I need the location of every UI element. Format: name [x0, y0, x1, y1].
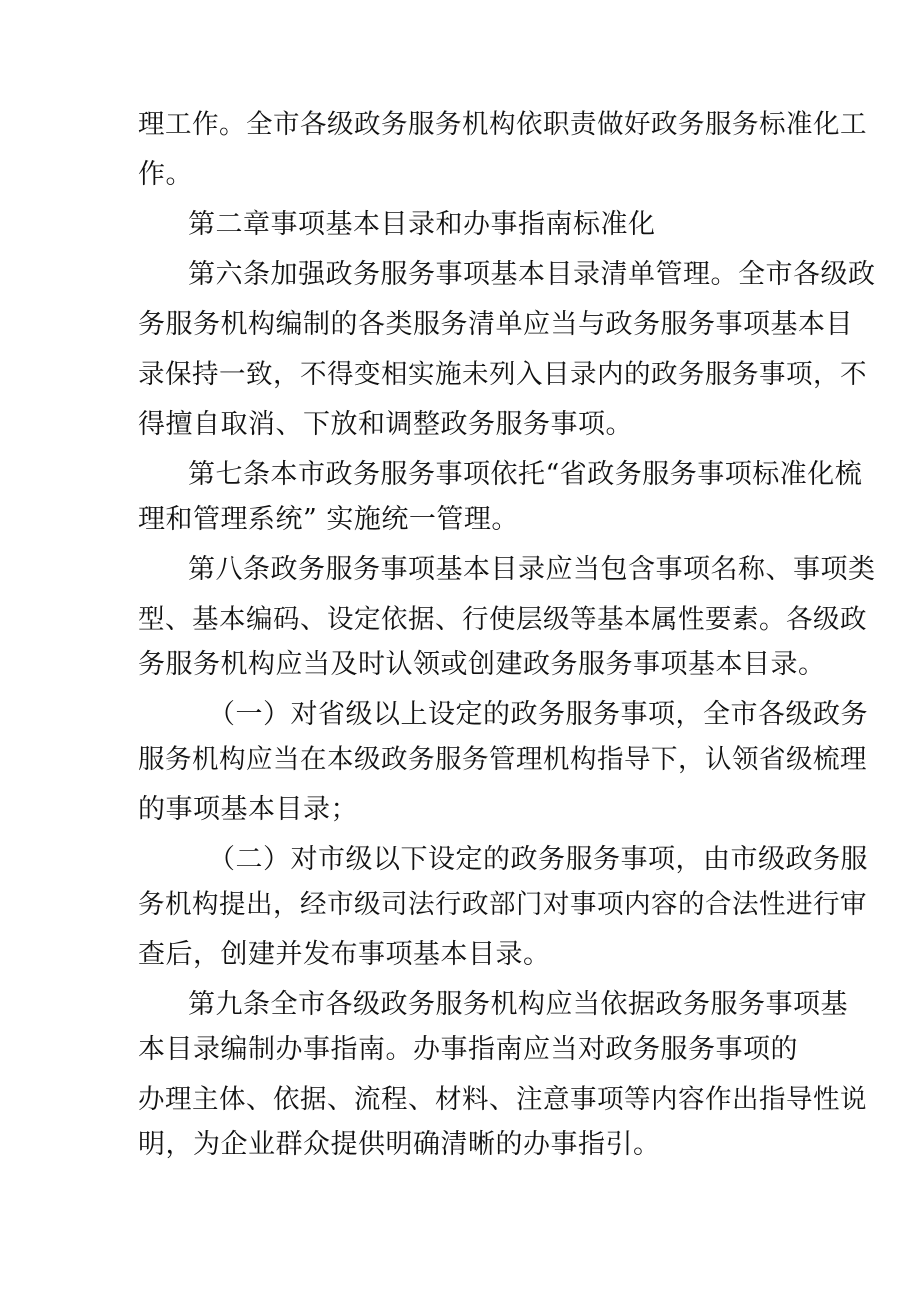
text-line: 务服务机构编制的各类服务清单应当与政务服务事项基本目 [138, 309, 853, 340]
text-line: 明，为企业群众提供明确清晰的办事指引。 [138, 1129, 661, 1160]
text-line: 第七条本市政务服务事项依托“省政务服务事项标准化梳 [188, 459, 863, 490]
text-line: 务机构提出，经市级司法行政部门对事项内容的合法性进行审 [138, 889, 867, 920]
text-line: 作。 [138, 159, 193, 190]
text-line: 得擅自取消、下放和调整政务服务事项。 [138, 409, 633, 440]
text-line: （二）对市级以下设定的政务服务事项，由市级政务服 [208, 844, 868, 875]
text-line: 本目录编制办事指南。办事指南应当对政务服务事项的 [138, 1034, 798, 1065]
text-line: 务服务机构应当及时认领或创建政务服务事项基本目录。 [138, 649, 826, 680]
text-line: 理工作。全市各级政务服务机构依职责做好政务服务标准化工 [138, 109, 867, 140]
text-line: 型、基本编码、设定依据、行使层级等基本属性要素。各级政 [138, 604, 867, 635]
text-line: 办理主体、依据、流程、材料、注意事项等内容作出指导性说 [138, 1084, 867, 1115]
text-line: 录保持一致，不得变相实施未列入目录内的政务服务事项，不 [138, 359, 867, 390]
text-line: 第九条全市各级政务服务机构应当依据政务服务事项基 [188, 989, 848, 1020]
text-line: 理和管理系统” 实施统一管理。 [138, 504, 519, 535]
text-line: 第八条政务服务事项基本目录应当包含事项名称、事项类 [188, 554, 876, 585]
text-line: 的事项基本目录； [138, 794, 358, 825]
text-line: 第六条加强政务服务事项基本目录清单管理。全市各级政 [188, 259, 876, 290]
chapter-heading: 第二章事项基本目录和办事指南标准化 [188, 209, 656, 240]
text-line: 服务机构应当在本级政务服务管理机构指导下，认领省级梳理 [138, 744, 867, 775]
text-line: 查后，创建并发布事项基本目录。 [138, 939, 551, 970]
text-line: （一）对省级以上设定的政务服务事项，全市各级政务 [208, 699, 868, 730]
